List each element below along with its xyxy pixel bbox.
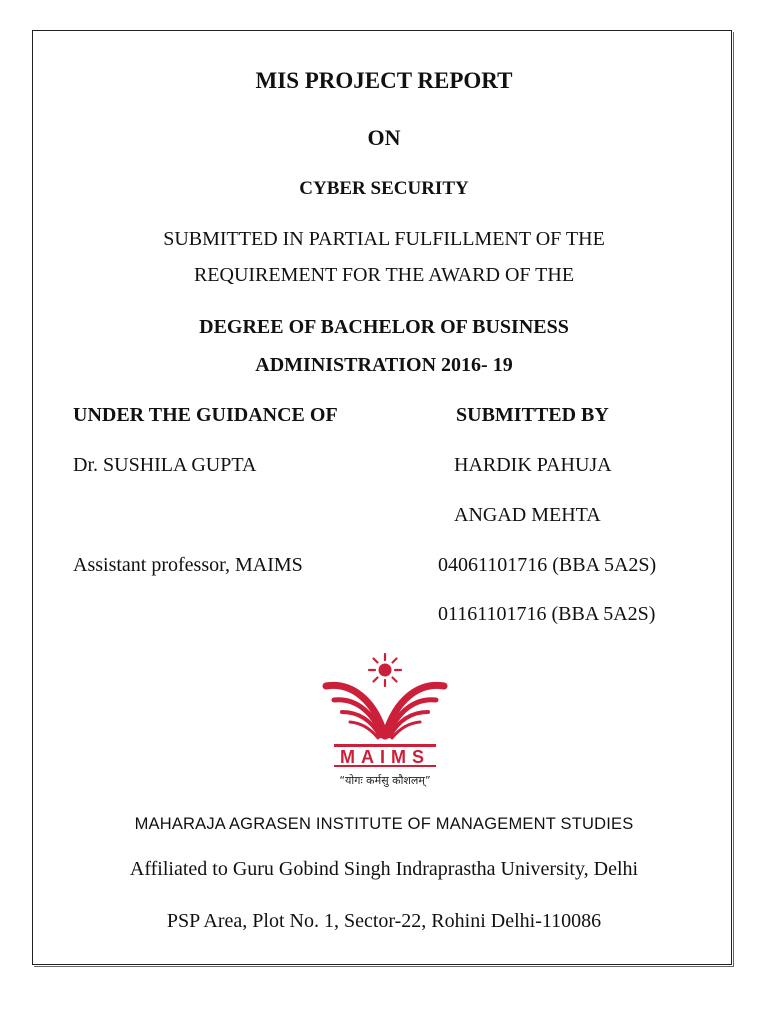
degree-line-1: DEGREE OF BACHELOR OF BUSINESS [199,316,569,338]
guide-name: Dr. SUSHILA GUPTA [73,454,257,476]
submitted-by-heading: SUBMITTED BY [456,404,609,426]
student-name: ANGAD MEHTA [454,504,601,526]
guide-designation: Assistant professor, MAIMS [73,554,303,576]
degree-line-2: ADMINISTRATION 2016- 19 [255,354,513,376]
roll-number: 04061101716 (BBA 5A2S) [438,554,657,576]
roll-number: 01161101716 (BBA 5A2S) [438,603,656,625]
maims-logo-graphic [316,652,454,792]
guidance-heading: UNDER THE GUIDANCE OF [73,404,338,426]
report-topic: CYBER SECURITY [299,178,469,199]
student-name: HARDIK PAHUJA [454,454,612,476]
report-on: ON [367,125,401,150]
institute-name: MAHARAJA AGRASEN INSTITUTE OF MANAGEMENT STUDIES [134,815,634,833]
logo-wordmark: MAIMS [340,747,430,767]
submission-line-2: REQUIREMENT FOR THE AWARD OF THE [193,264,575,286]
report-title: MIS PROJECT REPORT [255,68,513,93]
submission-line-1: SUBMITTED IN PARTIAL FULFILLMENT OF THE [163,228,605,250]
address: PSP Area, Plot No. 1, Sector-22, Rohini Delhi-110086 [166,910,602,932]
maims-logo [316,652,454,792]
logo-motto: “योगः कर्मसु कौशलम्” [339,774,431,787]
affiliation: Affiliated to Guru Gobind Singh Indraprastha University, Delhi [129,858,639,880]
